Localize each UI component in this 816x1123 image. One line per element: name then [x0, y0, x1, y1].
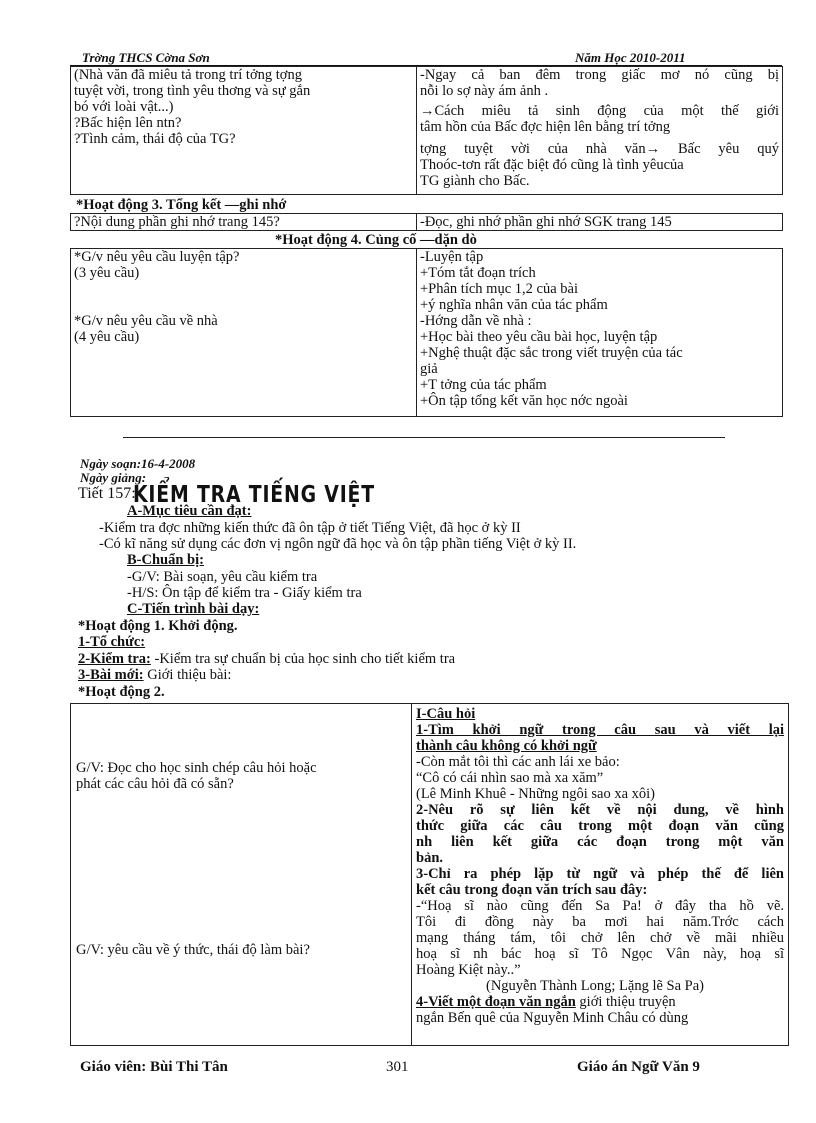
test-left-cell: G/V: Đọc cho học sinh chép câu hỏi hoặc phát các câu hỏi đã có sẵn? G/V: yêu cầu về ý thức, thái độ làm bài?: [71, 704, 412, 1046]
objective-1: -Kiểm tra đợc những kiến thức đã ôn tập ở tiết Tiếng Việt, đã học ở kỳ II: [99, 520, 521, 536]
prep-student: -H/S: Ôn tập để kiểm tra - Giấy kiểm tra: [127, 585, 362, 601]
date-compose: Ngày soạn:16-4-2008: [80, 456, 196, 471]
section-b: B-Chuẩn bị:: [127, 552, 204, 568]
section-c: C-Tiến trình bài dạy:: [127, 601, 260, 617]
footer-teacher: Giáo viên: Bùi Thi Tân: [80, 1059, 228, 1075]
activity-table-1: [70, 66, 783, 195]
hd4-title: *Hoạt động 4. Củng cố —dặn dò: [275, 232, 477, 248]
page-title: KIỂM TRA TIẾNG VIỆT: [133, 482, 375, 508]
period-label: Tiết 157:: [78, 485, 136, 502]
hd3-title: *Hoạt động 3. Tổng kết —ghi nhớ: [76, 197, 287, 213]
bai-moi-line: 3-Bài mới: Giới thiệu bài:: [78, 667, 232, 683]
table1-right-cell: -Ngay cả ban đêm trong giấc mơ nó cũng bị nỗi lo sợ này ám ảnh . →Cách miêu tả sinh động của một thế giới tâm hồn của Bấc đợc hiện lên bằng trí tởng tợng tuyệt vời của nhà văn→ Bấc yêu quý Thoóc-tơn rất đặc biệt đó cũng là tình yêucủa TG giành cho Bấc.: [417, 67, 783, 195]
hd3-left: ?Nội dung phần ghi nhớ trang 145?: [71, 214, 417, 231]
hd2-title: *Hoạt động 2.: [78, 684, 165, 700]
to-chuc: 1-Tổ chức:: [78, 634, 146, 650]
header-year: Năm Học 2010-2011: [575, 50, 686, 65]
objective-2: -Có kĩ năng sử dụng các đơn vị ngôn ngữ đã học và ôn tập phần tiếng Việt ở kỳ II.: [99, 536, 577, 552]
activity-table-3: [70, 213, 783, 231]
section-a: A-Mục tiêu cần đạt:: [127, 503, 252, 519]
test-right-cell: I-Câu hỏi 1-Tìm khởi ngữ trong câu sau và viết lại thành câu không có khởi ngữ -Còn mắt tôi thì các anh lái xe bảo: “Cô có cái nhìn sao mà xa xăm” (Lê Minh Khuê - Những ngôi sao xa xôi) 2-Nêu rõ sự liên kết về nội dung, về hình thức giữa các câu trong một đoạn văn cũng nh liên kết giữa các đoạn trong một văn bản. 3-Chỉ ra phép lặp từ ngữ và phép thế để liên kết câu trong đoạn văn trích sau đây: -“Hoạ sĩ nào cũng đến Sa Pa! ở đây tha hồ vẽ. Tôi đi đồng này ba mơi hai năm.Trớc cách mạng tháng tám, tôi chở lên chở về mãi nhiều hoạ sĩ nh bác hoạ sĩ Tô Ngọc Vân này, hoạ sĩ Hoàng Kiệt này..” (Nguyễn Thành Long; Lặng lẽ Sa Pa) 4-Viết một đoạn văn ngắn giới thiệu truyện ngắn Bến quê của Nguyễn Minh Châu có dùng: [412, 704, 789, 1046]
header-school: Trờng THCS Cờna Sơn: [82, 50, 210, 65]
kiem-tra-line: 2-Kiểm tra: -Kiểm tra sự chuẩn bị của học sinh cho tiết kiểm tra: [78, 651, 456, 667]
activity-table-4: [70, 248, 783, 417]
test-table: [70, 703, 789, 1046]
table1-left-cell: (Nhà văn đã miêu tả trong trí tởng tợng tuyệt vời, trong tình yêu thơng và sự gắn bó với loài vật...) ?Bấc hiện lên ntn? ?Tình cảm, thái độ của TG?: [71, 67, 417, 195]
hd3-right: -Đọc, ghi nhớ phần ghi nhớ SGK trang 145: [417, 214, 783, 231]
date-teach: Ngày giảng:: [80, 470, 147, 485]
page-number: 301: [386, 1059, 409, 1075]
hd4-right-cell: -Luyện tập +Tóm tắt đoạn trích +Phân tích mục 1,2 của bài +ý nghĩa nhân văn của tác phẩm -Hớng dẫn về nhà : +Học bài theo yêu cầu bài học, luyện tập +Nghệ thuật đặc sắc trong viết truyện của tác giả +T tởng của tác phẩm +Ôn tập tổng kết văn học nớc ngoài: [417, 249, 783, 417]
hd4-left-cell: *G/v nêu yêu cầu luyện tập? (3 yêu cầu) *G/v nêu yêu cầu về nhà (4 yêu cầu): [71, 249, 417, 417]
hd1-title: *Hoạt động 1. Khởi động.: [78, 618, 238, 634]
footer-subject: Giáo án Ngữ Văn 9: [577, 1059, 700, 1075]
section-divider: [123, 437, 725, 438]
prep-teacher: -G/V: Bài soạn, yêu cầu kiểm tra: [127, 569, 318, 585]
